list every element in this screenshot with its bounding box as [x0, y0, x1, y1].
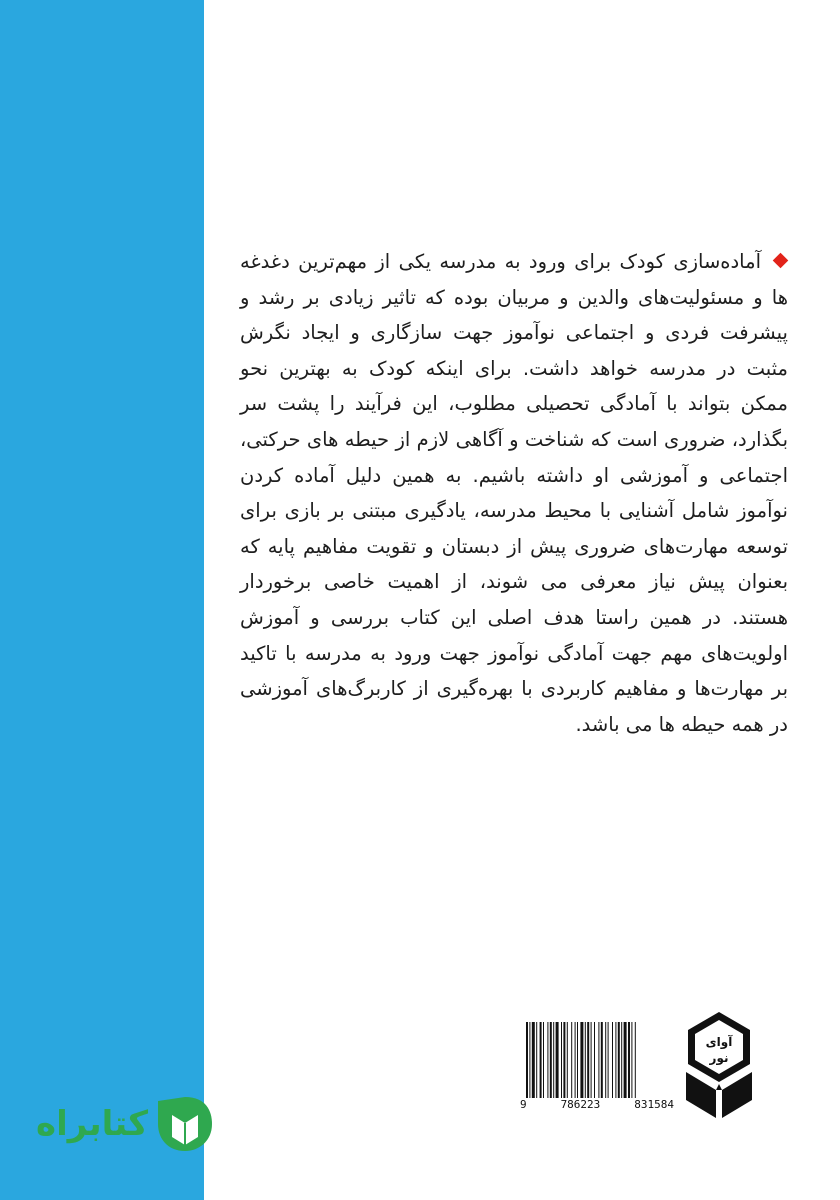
- book-leaf-icon: [154, 1093, 216, 1155]
- isbn-number: [518, 1098, 676, 1111]
- publisher-logo-mark: [686, 1012, 752, 1118]
- publisher-name-bottom: نور: [709, 1051, 729, 1065]
- red-diamond-bullet-icon: [773, 253, 789, 269]
- back-cover-blurb: [240, 244, 788, 742]
- blurb-text: آماده‌سازی کودک برای ورود به مدرسه یکی از مهم‌ترین دغدغه ها و مسئولیت‌های والدین و مربیان بوده که تاثیر زیادی بر رشد و پیشرفت فردی و اجتماعی نوآموز جهت سازگاری و ایجاد نگرش مثبت در مدرسه خواهد داشت. برای اینکه کودک به بهترین نحو ممکن بتواند با آمادگی تحصیلی مطلوب، این فرآیند را پشت سر بگذارد، ضروری است که شناخت و آگاهی لازم از حیطه های حرکتی، اجتماعی و آموزشی او داشته باشیم. به همین دلیل آماده کردن نوآموز شامل آشنایی با محیط مدرسه، یادگیری مبتنی بر بازی برای توسعه مهارت‌های ضروری پیش از دبستان و تقویت مفاهیم پایه که بعنوان پیش نیاز معرفی می شوند، از اهمیت خاصی برخوردار هستند. در همین راستا هدف اصلی این کتاب بررسی و آموزش اولویت‌های مهم جهت آمادگی نوآموز جهت ورود به مدرسه با تاکید بر مهارت‌ها و مفاهیم کاربردی با بهره‌گیری از کاربرگ‌های آموزشی در همه حیطه ها می باشد.: [240, 250, 788, 736]
- ketabrah-watermark: [36, 1092, 216, 1156]
- isbn-lead-digit: 9: [520, 1098, 527, 1111]
- publisher-logo: [680, 1010, 758, 1120]
- isbn-group-left: 786223: [560, 1098, 601, 1111]
- barcode-bars: [526, 1022, 668, 1098]
- isbn-barcode: [518, 1016, 676, 1120]
- publisher-name-top: آوای: [705, 1035, 733, 1049]
- cover-blue-strip: [0, 0, 204, 1200]
- watermark-text: کتابراه: [36, 1104, 149, 1144]
- isbn-group-right: 831584: [634, 1098, 674, 1111]
